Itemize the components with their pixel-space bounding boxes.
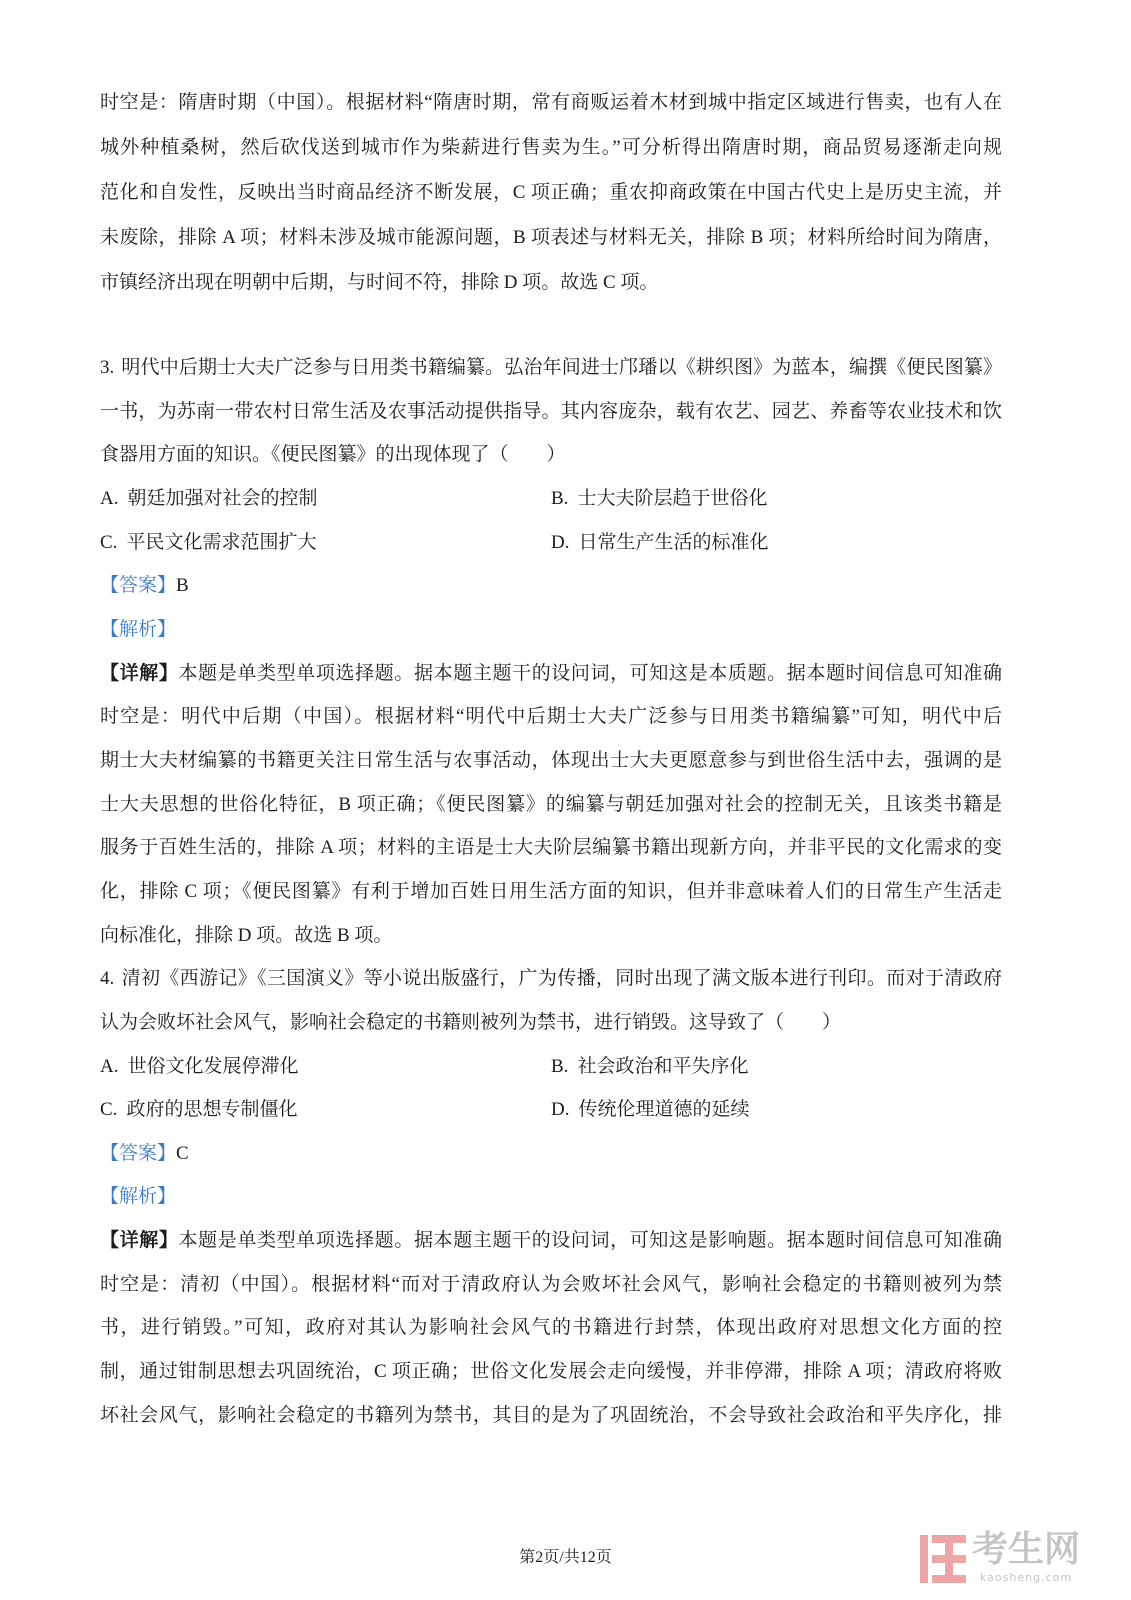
option-letter: A.	[100, 487, 119, 509]
page-indicator: 第2页/共12页	[519, 1549, 612, 1566]
paragraph-line: 范化和自发性，反映出当时商品经济不断发展，C 项正确；重农抑商政策在中国古代史上是历史主流，并	[100, 182, 1002, 203]
detail-label: 【详解】	[100, 662, 179, 684]
detail-line: 化，排除 C 项；《便民图纂》有利于增加百姓日用生活方面的知识，但并非意味着人们的日常生产生活走	[100, 880, 1002, 902]
option-letter: D.	[551, 1099, 570, 1121]
options-row	[100, 477, 1002, 521]
paragraph-line: 时空是：隋唐时期（中国）。根据材料“隋唐时期，常有商贩运着木材到城中指定区域进行售卖，也有人在	[100, 92, 1002, 113]
option-c	[100, 521, 551, 565]
detail-line: 期士大夫材编纂的书籍更关注日常生活与农事活动，体现出士大夫更愿意参与到世俗生活中去，强调的是	[100, 749, 1002, 771]
question-stem-line	[100, 957, 1002, 1001]
detail-line: 时空是：明代中后期（中国）。根据材料“明代中后期士大夫广泛参与日用类书籍编纂”可知，明代中后	[100, 706, 1002, 728]
options-row	[100, 1088, 1002, 1132]
analysis-label: 【解析】	[100, 1186, 177, 1208]
answer-line	[100, 564, 1002, 608]
option-letter: B.	[551, 487, 569, 509]
answer-line	[100, 1132, 1002, 1176]
option-a	[100, 1045, 551, 1089]
continued-explanation	[100, 80, 1002, 305]
option-text: 世俗文化发展停滞化	[127, 1055, 299, 1077]
detail-label: 【详解】	[100, 1230, 179, 1252]
option-text: 社会政治和平失序化	[577, 1055, 749, 1077]
question-stem-line: 一书，为苏南一带农村日常生活及农事活动提供指导。其内容庞杂，载有农艺、园艺、养畜等农业技术和饮	[100, 400, 1002, 422]
detail-line	[100, 1219, 1002, 1263]
option-text: 平民文化需求范围扩大	[126, 531, 317, 553]
detail-line: 士大夫思想的世俗化特征，B 项正确；《便民图纂》的编纂与朝廷加强对社会的控制无关，且该类书籍是	[100, 793, 1002, 815]
option-letter: D.	[551, 531, 570, 553]
answer-label: 【答案】	[100, 575, 177, 597]
analysis-label: 【解析】	[100, 618, 177, 640]
detail-line	[100, 652, 1002, 696]
option-text: 传统伦理道德的延续	[578, 1099, 750, 1121]
kaosheng-logo-icon	[920, 1535, 966, 1583]
option-b	[551, 1045, 1002, 1089]
detail-line: 书，进行销毁。”可知，政府对其认为影响社会风气的书籍进行封禁，体现出政府对思想文化方面的控	[100, 1317, 1002, 1339]
option-text: 朝廷加强对社会的控制	[127, 487, 318, 509]
detail-line: 时空是：清初（中国）。根据材料“而对于清政府认为会败坏社会风气，影响社会稳定的书籍则被列为禁	[100, 1273, 1002, 1295]
option-text: 日常生产生活的标准化	[578, 531, 769, 553]
analysis-line	[100, 608, 1002, 652]
detail-line: 服务于百姓生活的，排除 A 项；材料的主语是士大夫阶层编纂书籍出现新方向，并非平民的文化需求的变	[100, 837, 1002, 859]
watermark-site: kaosheng.com	[980, 1571, 1073, 1584]
question-stem-text: 清初《西游记》《三国演义》等小说出版盛行，广为传播，同时出现了满文版本进行刊印。而对于清政府	[121, 968, 1002, 990]
detail-text: 本题是单类型单项选择题。据本题主题干的设问词，可知这是本质题。据本题时间信息可知准确	[178, 662, 1002, 684]
option-text: 政府的思想专制僵化	[126, 1099, 298, 1121]
question-stem-line	[100, 346, 1002, 390]
options-row	[100, 1045, 1002, 1089]
paragraph-line: 城外种植桑树，然后砍伐送到城市作为柴薪进行售卖为生。”可分析得出隋唐时期，商品贸易逐渐走向规	[100, 137, 1002, 158]
question-number: 3.	[100, 357, 115, 378]
watermark-brand: 考生网	[972, 1529, 1081, 1570]
answer-value: B	[176, 575, 189, 597]
analysis-line	[100, 1175, 1002, 1219]
option-letter: B.	[551, 1055, 569, 1077]
option-c	[100, 1088, 551, 1132]
detail-line: 坏社会风气，影响社会稳定的书籍列为禁书，其目的是为了巩固统治，不会导致社会政治和平失序化，排	[100, 1404, 1002, 1426]
option-b	[551, 477, 1002, 521]
option-d	[551, 521, 1002, 565]
answer-label: 【答案】	[100, 1142, 177, 1164]
options-row	[100, 521, 1002, 565]
paragraph-line: 市镇经济出现在明朝中后期，与时间不符，排除 D 项。故选 C 项。	[100, 272, 659, 293]
option-text: 士大夫阶层趋于世俗化	[577, 487, 768, 509]
question-number: 4.	[100, 968, 115, 990]
paragraph-line: 未废除，排除 A 项；材料未涉及城市能源问题，B 项表述与材料无关，排除 B 项；材料所给时间为隋唐，	[100, 227, 1002, 248]
option-d	[551, 1088, 1002, 1132]
option-letter: C.	[100, 1099, 118, 1121]
detail-text: 本题是单类型单项选择题。据本题主题干的设问词，可知这是影响题。据本题时间信息可知准确	[178, 1230, 1002, 1252]
question-stem-line: 食器用方面的知识。《便民图纂》的出现体现了（ ）	[100, 444, 566, 466]
option-letter: C.	[100, 531, 118, 553]
question-stem-line: 认为会败坏社会风气，影响社会稳定的书籍则被列为禁书，进行销毁。这导致了（ ）	[100, 1011, 842, 1033]
detail-line: 制，通过钳制思想去巩固统治，C 项正确；世俗文化发展会走向缓慢，并非停滞，排除 A 项；清政府将败	[100, 1361, 1002, 1383]
option-letter: A.	[100, 1055, 119, 1077]
option-a	[100, 477, 551, 521]
questions-section	[100, 346, 1002, 1437]
detail-line: 向标准化，排除 D 项。故选 B 项。	[100, 924, 393, 946]
question-stem-text: 明代中后期士大夫广泛参与日用类书籍编纂。弘治年间进士邝璠以《耕织图》为蓝本，编撰《便民图纂》	[121, 357, 1002, 378]
answer-value: C	[176, 1142, 189, 1164]
